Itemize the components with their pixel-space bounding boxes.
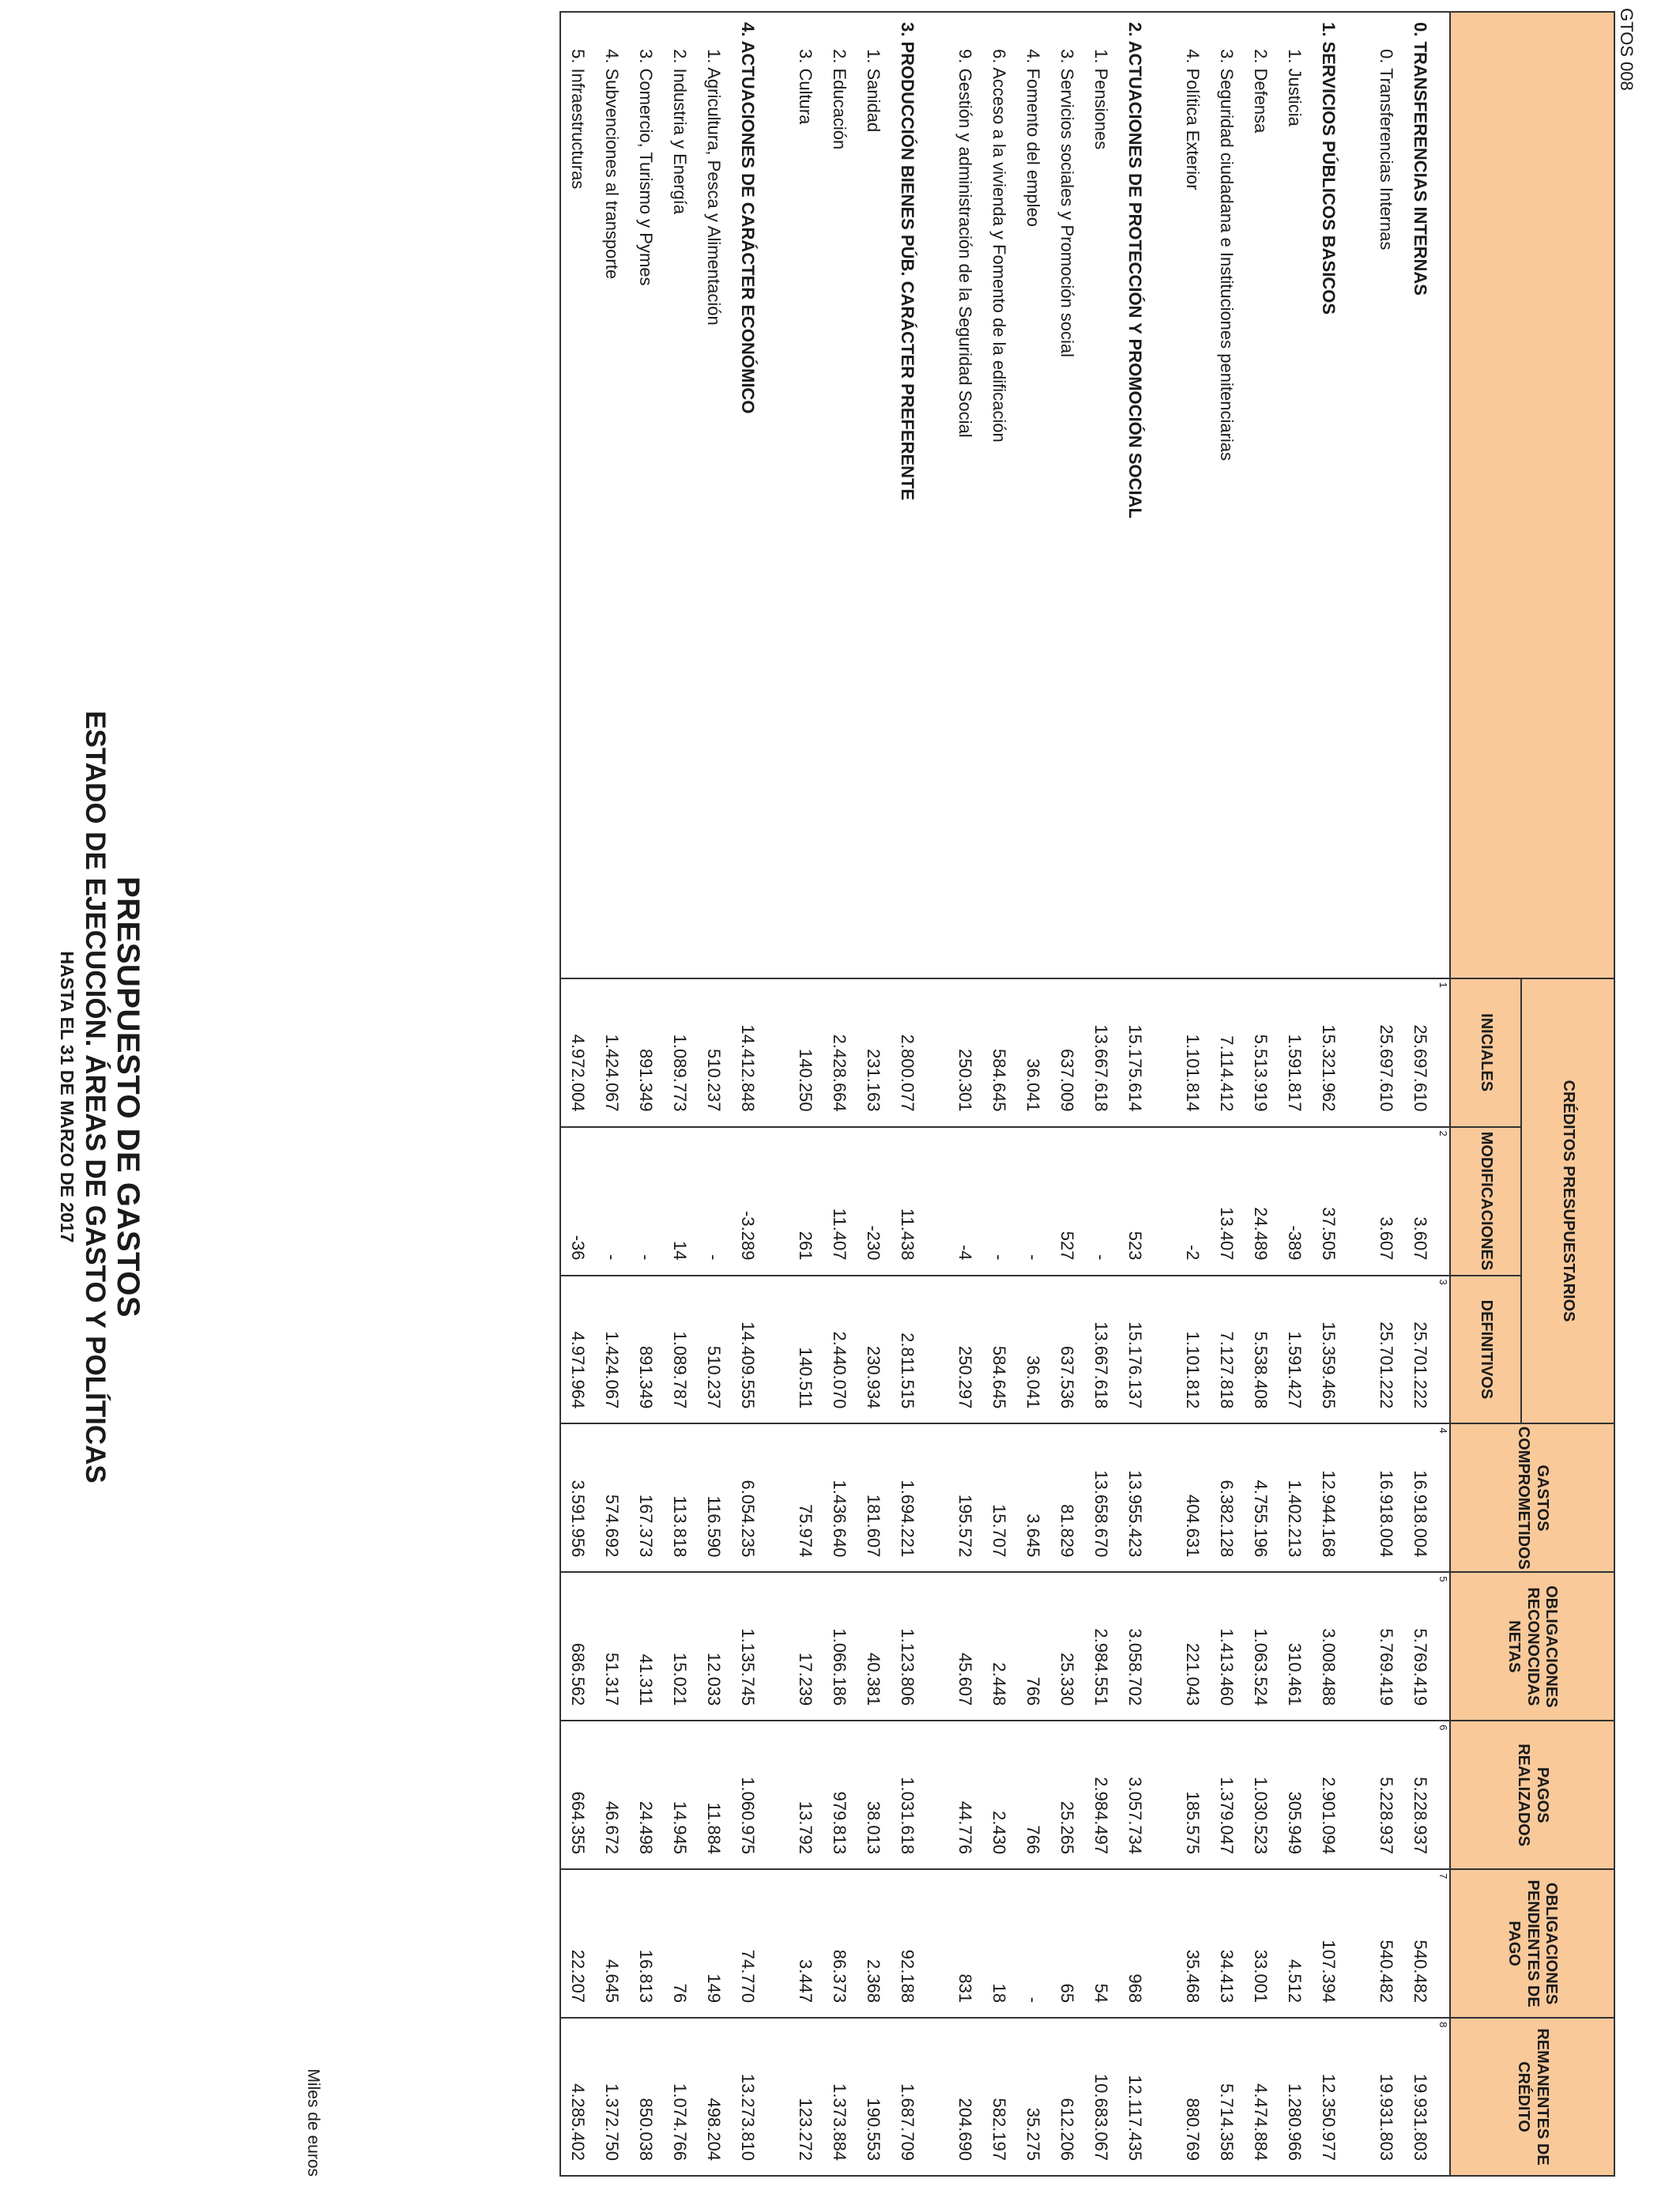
value-cell: -2 (1176, 1127, 1210, 1276)
spacer-cell (925, 1721, 948, 1869)
value-cell: 3.607 (1403, 1127, 1437, 1276)
table-row (595, 12, 629, 2176)
value-cell: - (982, 1127, 1016, 1276)
value-cell: 45.607 (948, 1572, 982, 1721)
value-cell: 12.033 (697, 1572, 731, 1721)
spacer-cell (765, 978, 789, 1127)
row-label: 3. PRODUCCIÓN BIENES PÚB. CARÁCTER PREFERENTE (891, 12, 925, 978)
spacer-cell (765, 1276, 789, 1424)
value-cell: 250.297 (948, 1276, 982, 1424)
value-cell: -389 (1278, 1127, 1312, 1276)
spacer-cell (1152, 1869, 1176, 2018)
value-cell: 12.117.435 (1118, 2018, 1152, 2176)
budget-execution-table (559, 11, 1615, 2177)
value-cell: 15.176.137 (1118, 1276, 1152, 1424)
value-cell: 15.321.962 (1312, 978, 1346, 1127)
spacer-cell (1346, 1423, 1369, 1572)
value-cell: 1.089.773 (663, 978, 697, 1127)
value-cell: 5.228.937 (1403, 1721, 1437, 1869)
table-row (663, 12, 697, 2176)
spacer-cell (1152, 1127, 1176, 1276)
value-cell: 637.536 (1050, 1276, 1084, 1424)
spacer-cell (925, 2018, 948, 2176)
table-row (1210, 12, 1244, 2176)
row-label: 3. Seguridad ciudadana e Instituciones penitenciarias (1210, 12, 1244, 978)
value-cell: 35.275 (1016, 2018, 1050, 2176)
value-cell: 4.645 (595, 1869, 629, 2018)
value-cell: 612.206 (1050, 2018, 1084, 2176)
value-cell: 1.280.966 (1278, 2018, 1312, 2176)
value-cell: 1.123.806 (891, 1572, 925, 1721)
value-cell: 11.884 (697, 1721, 731, 1869)
value-cell: 167.373 (629, 1423, 663, 1572)
value-cell: -36 (560, 1127, 595, 1276)
row-label: 4. Política Exterior (1176, 12, 1210, 978)
value-cell: 637.009 (1050, 978, 1084, 1127)
table-row (1278, 12, 1312, 2176)
value-cell: 36.041 (1016, 1276, 1050, 1424)
row-label: 1. Sanidad (857, 12, 891, 978)
value-cell: 574.692 (595, 1423, 629, 1572)
value-cell: 7.127.818 (1210, 1276, 1244, 1424)
document-code: GTOS 008 (1617, 8, 1637, 91)
row-label: 2. Defensa (1244, 12, 1278, 978)
obligaciones-pendientes-header: OBLIGACIONES PENDIENTES DE PAGO (1450, 1869, 1614, 2018)
value-cell: 582.197 (982, 2018, 1016, 2176)
value-cell: 2.984.497 (1084, 1721, 1118, 1869)
table-row (1084, 12, 1118, 2176)
value-cell: 3.591.956 (560, 1423, 595, 1572)
value-cell: 5.769.419 (1369, 1572, 1403, 1721)
value-cell: 766 (1016, 1721, 1050, 1869)
value-cell: 1.089.787 (663, 1276, 697, 1424)
date-line: HASTA EL 31 DE MARZO DE 2017 (57, 951, 77, 1243)
value-cell: 979.813 (823, 1721, 857, 1869)
value-cell: 523 (1118, 1127, 1152, 1276)
value-cell: 15.021 (663, 1572, 697, 1721)
spacer-cell (1346, 1127, 1369, 1276)
spacer-cell (925, 1127, 948, 1276)
value-cell: 2.811.515 (891, 1276, 925, 1424)
value-cell: 13.955.423 (1118, 1423, 1152, 1572)
spacer-cell (925, 1423, 948, 1572)
value-cell: 231.163 (857, 978, 891, 1127)
value-cell: 250.301 (948, 978, 982, 1127)
value-cell: 2.984.551 (1084, 1572, 1118, 1721)
value-cell: 584.645 (982, 1276, 1016, 1424)
concept-header (1450, 12, 1614, 978)
table-row (1176, 12, 1210, 2176)
value-cell: 13.667.618 (1084, 1276, 1118, 1424)
value-cell: - (697, 1127, 731, 1276)
value-cell: - (595, 1127, 629, 1276)
value-cell: 1.694.221 (891, 1423, 925, 1572)
spacer-cell (1152, 1423, 1176, 1572)
value-cell: 1.066.186 (823, 1572, 857, 1721)
spacer-cell (765, 1127, 789, 1276)
value-cell: 584.645 (982, 978, 1016, 1127)
value-cell: 10.683.067 (1084, 2018, 1118, 2176)
column-number: 6 (1437, 1721, 1450, 1869)
spacer-row (925, 12, 948, 2176)
value-cell: 51.317 (595, 1572, 629, 1721)
value-cell: -3.289 (731, 1127, 765, 1276)
value-cell: 2.448 (982, 1572, 1016, 1721)
column-number: 3 (1437, 1276, 1450, 1424)
value-cell: 54 (1084, 1869, 1118, 2018)
value-cell: 1.687.709 (891, 2018, 925, 2176)
page-subtitle: ESTADO DE EJECUCIÓN. ÁREAS DE GASTO Y POLÍTICAS (80, 711, 111, 1483)
value-cell: 3.057.734 (1118, 1721, 1152, 1869)
value-cell: 34.413 (1210, 1869, 1244, 2018)
value-cell: 14.412.848 (731, 978, 765, 1127)
value-cell: 2.440.070 (823, 1276, 857, 1424)
value-cell: 140.250 (789, 978, 823, 1127)
value-cell: 25.701.222 (1403, 1276, 1437, 1424)
table-group-row (1312, 12, 1346, 2176)
value-cell: 1.101.814 (1176, 978, 1210, 1127)
obligaciones-reconocidas-header: OBLIGACIONES RECONOCIDAS NETAS (1450, 1572, 1614, 1721)
spacer-cell (925, 1276, 948, 1424)
iniciales-header: INICIALES (1450, 978, 1521, 1127)
row-label: 9. Gestión y administración de la Seguridad Social (948, 12, 982, 978)
value-cell: 25.701.222 (1369, 1276, 1403, 1424)
value-cell: - (1016, 1127, 1050, 1276)
value-cell: 5.769.419 (1403, 1572, 1437, 1721)
value-cell: 1.060.975 (731, 1721, 765, 1869)
spacer-cell (1152, 978, 1176, 1127)
value-cell: 4.285.402 (560, 2018, 595, 2176)
table-row (697, 12, 731, 2176)
value-cell: 2.430 (982, 1721, 1016, 1869)
column-number: 8 (1437, 2018, 1450, 2176)
value-cell: 13.792 (789, 1721, 823, 1869)
value-cell: 35.468 (1176, 1869, 1210, 2018)
value-cell: 510.237 (697, 1276, 731, 1424)
table-group-row (1118, 12, 1152, 2176)
value-cell: 1.135.745 (731, 1572, 765, 1721)
value-cell: 195.572 (948, 1423, 982, 1572)
value-cell: 12.944.168 (1312, 1423, 1346, 1572)
spacer-cell (925, 978, 948, 1127)
spacer-cell (1152, 2018, 1176, 2176)
value-cell: 3.607 (1369, 1127, 1403, 1276)
value-cell: 14 (663, 1127, 697, 1276)
value-cell: -230 (857, 1127, 891, 1276)
column-number: 2 (1437, 1127, 1450, 1276)
value-cell: 3.447 (789, 1869, 823, 2018)
column-number-blank (1437, 12, 1450, 978)
value-cell: 92.188 (891, 1869, 925, 2018)
value-cell: 4.972.004 (560, 978, 595, 1127)
value-cell: 831 (948, 1869, 982, 2018)
value-cell: -4 (948, 1127, 982, 1276)
value-cell: 19.931.803 (1403, 2018, 1437, 2176)
value-cell: 6.054.235 (731, 1423, 765, 1572)
value-cell: 2.800.077 (891, 978, 925, 1127)
value-cell: 3.058.702 (1118, 1572, 1152, 1721)
value-cell: 65 (1050, 1869, 1084, 2018)
table-row (560, 12, 595, 2176)
value-cell: 149 (697, 1869, 731, 2018)
spacer-cell (925, 12, 948, 978)
value-cell: 11.438 (891, 1127, 925, 1276)
value-cell: 190.553 (857, 2018, 891, 2176)
value-cell: 880.769 (1176, 2018, 1210, 2176)
table-group-row (731, 12, 765, 2176)
value-cell: 230.934 (857, 1276, 891, 1424)
gastos-comprometidos-header: GASTOS COMPROMETIDOS (1450, 1423, 1614, 1572)
value-cell: 2.901.094 (1312, 1721, 1346, 1869)
value-cell: 46.672 (595, 1721, 629, 1869)
value-cell: 40.381 (857, 1572, 891, 1721)
table-row (948, 12, 982, 2176)
value-cell: 3.008.488 (1312, 1572, 1346, 1721)
value-cell: 123.272 (789, 2018, 823, 2176)
value-cell: 5.513.919 (1244, 978, 1278, 1127)
value-cell: 850.038 (629, 2018, 663, 2176)
value-cell: 1.379.047 (1210, 1721, 1244, 1869)
row-label: 1. Agricultura, Pesca y Alimentación (697, 12, 731, 978)
value-cell: 891.349 (629, 978, 663, 1127)
value-cell: 25.330 (1050, 1572, 1084, 1721)
row-label: 5. Infraestructuras (560, 12, 595, 978)
value-cell: 5.538.408 (1244, 1276, 1278, 1424)
row-label: 3. Cultura (789, 12, 823, 978)
value-cell: 81.829 (1050, 1423, 1084, 1572)
value-cell: 13.273.810 (731, 2018, 765, 2176)
value-cell: - (629, 1127, 663, 1276)
spacer-cell (765, 1721, 789, 1869)
value-cell: 15.359.465 (1312, 1276, 1346, 1424)
value-cell: 3.645 (1016, 1423, 1050, 1572)
column-number: 5 (1437, 1572, 1450, 1721)
value-cell: 221.043 (1176, 1572, 1210, 1721)
value-cell: 12.350.977 (1312, 2018, 1346, 2176)
table-row (1050, 12, 1084, 2176)
value-cell: 38.013 (857, 1721, 891, 1869)
row-label: 1. Justicia (1278, 12, 1312, 978)
value-cell: 16.918.004 (1403, 1423, 1437, 1572)
row-label: 1. SERVICIOS PÚBLICOS BASICOS (1312, 12, 1346, 978)
value-cell: 4.755.196 (1244, 1423, 1278, 1572)
spacer-cell (925, 1572, 948, 1721)
spacer-cell (925, 1869, 948, 2018)
value-cell: 15.175.614 (1118, 978, 1152, 1127)
spacer-cell (1152, 1572, 1176, 1721)
row-label: 4. ACTUACIONES DE CARÁCTER ECONÓMICO (731, 12, 765, 978)
value-cell: 1.030.523 (1244, 1721, 1278, 1869)
value-cell: 14.945 (663, 1721, 697, 1869)
column-number-row (1437, 12, 1450, 2176)
value-cell: 25.697.610 (1369, 978, 1403, 1127)
value-cell: 1.591.427 (1278, 1276, 1312, 1424)
value-cell: - (1084, 1127, 1118, 1276)
value-cell: 6.382.128 (1210, 1423, 1244, 1572)
value-cell: 527 (1050, 1127, 1084, 1276)
spacer-cell (765, 2018, 789, 2176)
value-cell: 4.474.884 (1244, 2018, 1278, 2176)
units-label: Miles de euros (304, 2068, 322, 2177)
spacer-cell (1346, 978, 1369, 1127)
spacer-cell (1346, 1869, 1369, 2018)
value-cell: 24.498 (629, 1721, 663, 1869)
value-cell: 75.974 (789, 1423, 823, 1572)
creditos-group-header: CRÉDITOS PRESUPUESTARIOS (1521, 978, 1614, 1424)
value-cell: 1.031.618 (891, 1721, 925, 1869)
spacer-cell (1346, 12, 1369, 978)
value-cell: 33.001 (1244, 1869, 1278, 2018)
value-cell: 44.776 (948, 1721, 982, 1869)
spacer-cell (1346, 1276, 1369, 1424)
spacer-row (1152, 12, 1176, 2176)
value-cell: 15.707 (982, 1423, 1016, 1572)
value-cell: 113.818 (663, 1423, 697, 1572)
value-cell: 4.512 (1278, 1869, 1312, 2018)
value-cell: 310.461 (1278, 1572, 1312, 1721)
value-cell: 510.237 (697, 978, 731, 1127)
page-title: PRESUPUESTO DE GASTOS (111, 876, 145, 1318)
value-cell: 185.575 (1176, 1721, 1210, 1869)
value-cell: 22.207 (560, 1869, 595, 2018)
table-group-row (891, 12, 925, 2176)
spacer-cell (765, 12, 789, 978)
value-cell: 1.402.213 (1278, 1423, 1312, 1572)
spacer-cell (1346, 2018, 1369, 2176)
value-cell: 16.813 (629, 1869, 663, 2018)
value-cell: 74.770 (731, 1869, 765, 2018)
value-cell: 968 (1118, 1869, 1152, 2018)
value-cell: 1.372.750 (595, 2018, 629, 2176)
value-cell: 1.074.766 (663, 2018, 697, 2176)
value-cell: 107.394 (1312, 1869, 1346, 2018)
table-row (982, 12, 1016, 2176)
table-row (823, 12, 857, 2176)
spacer-cell (1152, 1276, 1176, 1424)
value-cell: 24.489 (1244, 1127, 1278, 1276)
row-label: 1. Pensiones (1084, 12, 1118, 978)
column-number: 7 (1437, 1869, 1450, 2018)
table-row (1369, 12, 1403, 2176)
value-cell: - (1016, 1869, 1050, 2018)
value-cell: 41.311 (629, 1572, 663, 1721)
value-cell: 1.436.640 (823, 1423, 857, 1572)
value-cell: 36.041 (1016, 978, 1050, 1127)
row-label: 3. Comercio, Turismo y Pymes (629, 12, 663, 978)
table-row (1244, 12, 1278, 2176)
value-cell: 1.101.812 (1176, 1276, 1210, 1424)
value-cell: 686.562 (560, 1572, 595, 1721)
value-cell: 86.373 (823, 1869, 857, 2018)
pagos-realizados-header: PAGOS REALIZADOS (1450, 1721, 1614, 1869)
value-cell: 25.265 (1050, 1721, 1084, 1869)
column-number: 4 (1437, 1423, 1450, 1572)
spacer-cell (1152, 1721, 1176, 1869)
value-cell: 1.063.524 (1244, 1572, 1278, 1721)
definitivos-header: DEFINITIVOS (1450, 1276, 1521, 1424)
value-cell: 76 (663, 1869, 697, 2018)
spacer-cell (765, 1869, 789, 2018)
value-cell: 2.428.664 (823, 978, 857, 1127)
value-cell: 13.667.618 (1084, 978, 1118, 1127)
table-row (789, 12, 823, 2176)
spacer-row (765, 12, 789, 2176)
row-label: 2. Industria y Energía (663, 12, 697, 978)
value-cell: 1.424.067 (595, 978, 629, 1127)
value-cell: 140.511 (789, 1276, 823, 1424)
row-label: 3. Servicios sociales y Promoción social (1050, 12, 1084, 978)
spacer-cell (765, 1572, 789, 1721)
value-cell: 18 (982, 1869, 1016, 2018)
spacer-row (1346, 12, 1369, 2176)
value-cell: 14.409.555 (731, 1276, 765, 1424)
value-cell: 4.971.964 (560, 1276, 595, 1424)
value-cell: 16.918.004 (1369, 1423, 1403, 1572)
value-cell: 181.607 (857, 1423, 891, 1572)
value-cell: 261 (789, 1127, 823, 1276)
value-cell: 37.505 (1312, 1127, 1346, 1276)
value-cell: 5.714.358 (1210, 2018, 1244, 2176)
table-row (1016, 12, 1050, 2176)
value-cell: 25.697.610 (1403, 978, 1437, 1127)
modificaciones-header: MODIFICACIONES (1450, 1127, 1521, 1276)
value-cell: 540.482 (1403, 1869, 1437, 2018)
value-cell: 19.931.803 (1369, 2018, 1403, 2176)
row-label: 0. Transferencias Internas (1369, 12, 1403, 978)
value-cell: 17.239 (789, 1572, 823, 1721)
value-cell: 11.407 (823, 1127, 857, 1276)
value-cell: 1.373.884 (823, 2018, 857, 2176)
row-label: 2. ACTUACIONES DE PROTECCIÓN Y PROMOCIÓN SOCIAL (1118, 12, 1152, 978)
spacer-cell (1346, 1721, 1369, 1869)
value-cell: 1.424.067 (595, 1276, 629, 1424)
value-cell: 1.413.460 (1210, 1572, 1244, 1721)
table-row (629, 12, 663, 2176)
value-cell: 204.690 (948, 2018, 982, 2176)
value-cell: 7.114.412 (1210, 978, 1244, 1127)
row-label: 2. Educación (823, 12, 857, 978)
value-cell: 13.658.670 (1084, 1423, 1118, 1572)
value-cell: 766 (1016, 1572, 1050, 1721)
spacer-cell (1152, 12, 1176, 978)
value-cell: 664.355 (560, 1721, 595, 1869)
row-label: 6. Acceso a la vivienda y Fomento de la edificación (982, 12, 1016, 978)
value-cell: 1.591.817 (1278, 978, 1312, 1127)
value-cell: 5.228.937 (1369, 1721, 1403, 1869)
row-label: 4. Subvenciones al transporte (595, 12, 629, 978)
value-cell: 891.349 (629, 1276, 663, 1424)
value-cell: 305.949 (1278, 1721, 1312, 1869)
value-cell: 540.482 (1369, 1869, 1403, 2018)
table-row (857, 12, 891, 2176)
value-cell: 404.631 (1176, 1423, 1210, 1572)
value-cell: 13.407 (1210, 1127, 1244, 1276)
value-cell: 2.368 (857, 1869, 891, 2018)
table-group-row (1403, 12, 1437, 2176)
row-label: 0. TRANSFERENCIAS INTERNAS (1403, 12, 1437, 978)
column-number: 1 (1437, 978, 1450, 1127)
value-cell: 498.204 (697, 2018, 731, 2176)
value-cell: 116.590 (697, 1423, 731, 1572)
spacer-cell (765, 1423, 789, 1572)
remanentes-header: REMANENTES DE CRÉDITO (1450, 2018, 1614, 2176)
row-label: 4. Fomento del empleo (1016, 12, 1050, 978)
spacer-cell (1346, 1572, 1369, 1721)
